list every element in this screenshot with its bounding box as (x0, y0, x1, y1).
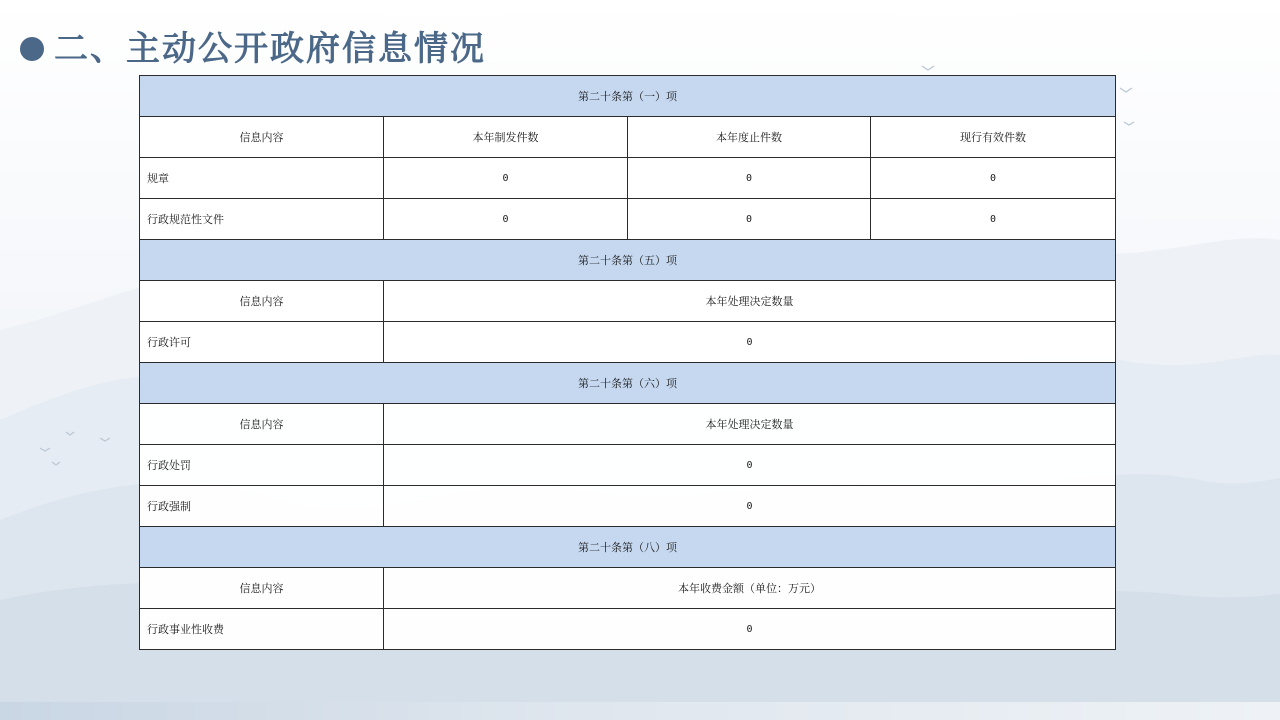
section-heading: 第二十条第（五）项 (140, 240, 1116, 281)
column-header: 现行有效件数 (871, 117, 1116, 158)
row-label: 行政处罚 (140, 445, 384, 486)
row-label: 行政许可 (140, 322, 384, 363)
bottom-decor-bar (0, 702, 1280, 720)
table-cell: 0 (384, 486, 1116, 527)
header-row (140, 568, 1116, 609)
row-label: 行政事业性收费 (140, 609, 384, 650)
table-row (140, 322, 1116, 363)
header-row (140, 404, 1116, 445)
table-row (140, 486, 1116, 527)
header-row (140, 281, 1116, 322)
column-header: 本年处理决定数量 (384, 404, 1116, 445)
header-row (140, 117, 1116, 158)
table-cell: 0 (384, 445, 1116, 486)
table-row (140, 158, 1116, 199)
section-heading-row (140, 240, 1116, 281)
table-cell: 0 (871, 158, 1116, 199)
table-cell: 0 (384, 158, 628, 199)
section-heading: 第二十条第（六）项 (140, 363, 1116, 404)
row-label: 规章 (140, 158, 384, 199)
table-cell: 0 (384, 322, 1116, 363)
table-cell: 0 (384, 199, 628, 240)
column-header: 信息内容 (140, 404, 384, 445)
page-title: 二、主动公开政府信息情况 (54, 29, 486, 69)
column-header: 本年处理决定数量 (384, 281, 1116, 322)
column-header: 本年制发件数 (384, 117, 628, 158)
page-header (20, 26, 486, 72)
table-row (140, 199, 1116, 240)
row-label: 行政规范性文件 (140, 199, 384, 240)
table-cell: 0 (384, 609, 1116, 650)
disclosure-table (139, 75, 1116, 650)
column-header: 信息内容 (140, 117, 384, 158)
row-label: 行政强制 (140, 486, 384, 527)
section-heading-row (140, 76, 1116, 117)
table-cell: 0 (628, 199, 871, 240)
column-header: 本年度止件数 (628, 117, 871, 158)
section-heading-row (140, 527, 1116, 568)
column-header: 本年收费金额（单位：万元） (384, 568, 1116, 609)
bullet-dot-icon (20, 37, 44, 61)
column-header: 信息内容 (140, 281, 384, 322)
section-heading: 第二十条第（一）项 (140, 76, 1116, 117)
column-header: 信息内容 (140, 568, 384, 609)
section-heading-row (140, 363, 1116, 404)
table-row (140, 609, 1116, 650)
table-cell: 0 (628, 158, 871, 199)
table-cell: 0 (871, 199, 1116, 240)
table-row (140, 445, 1116, 486)
disclosure-table-container (139, 75, 1115, 650)
section-heading: 第二十条第（八）项 (140, 527, 1116, 568)
